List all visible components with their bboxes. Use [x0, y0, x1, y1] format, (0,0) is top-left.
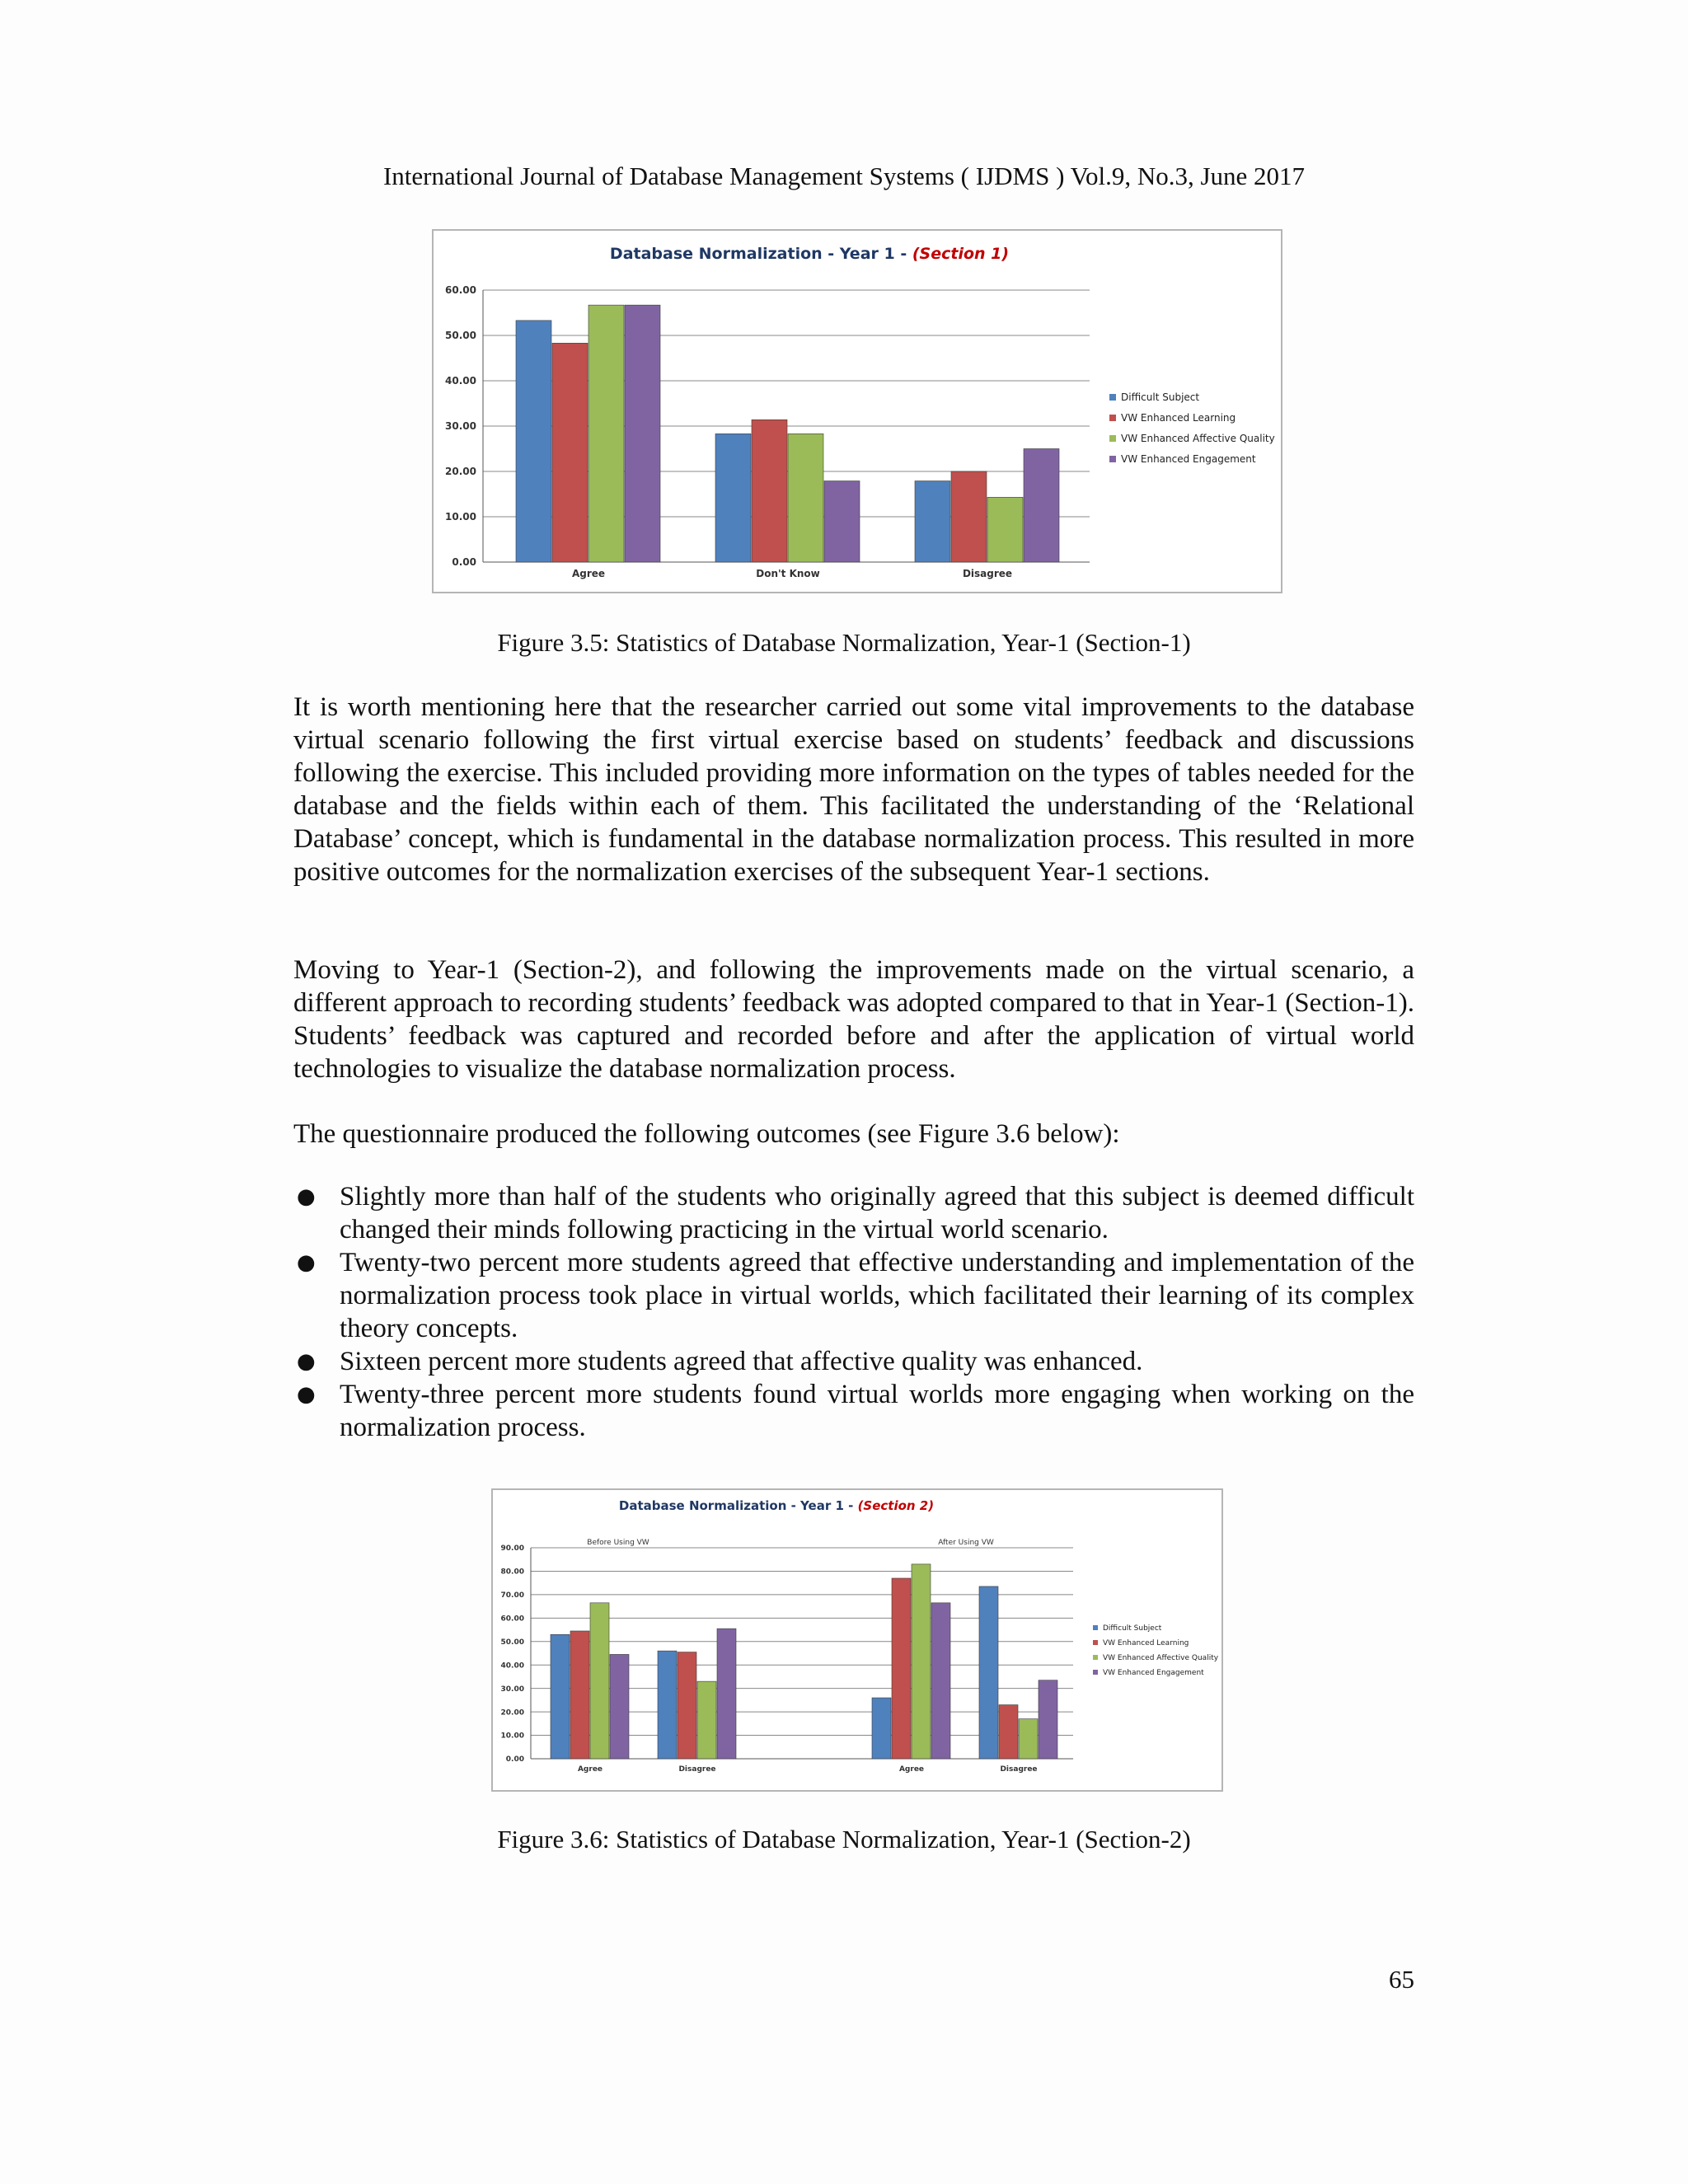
group-label: After Using VW: [938, 1539, 994, 1547]
bar-agree-series-2: [552, 343, 588, 562]
legend-swatch: [1109, 415, 1116, 421]
paragraph-2: Moving to Year-1 (Section-2), and following the improvements made on the virtual scenario, a different approach to recording students’ feedback was adopted compared to that in Year-1 (Section-1). Students’ feedback was captured and recorded before and after the application of virtual world technologies to visualize the database normalization process.: [293, 955, 1414, 1084]
bar-disagree-series-2: [999, 1705, 1018, 1759]
bar-agree-series-4: [931, 1603, 950, 1759]
legend-label: VW Enhanced Learning: [1121, 412, 1236, 424]
legend-swatch: [1109, 456, 1116, 462]
bar-agree-series-3: [912, 1564, 931, 1759]
bar-disagree-series-3: [1019, 1719, 1038, 1759]
bar-disagree-series-3: [987, 497, 1023, 562]
figure-3-5-chart: [432, 229, 1282, 593]
y-tick-label: 40.00: [500, 1661, 524, 1671]
y-tick-label: 90.00: [500, 1544, 524, 1554]
bar-disagree-series-4: [717, 1629, 736, 1759]
bar-agree-series-2: [892, 1578, 911, 1759]
bar-don-t-know-series-3: [788, 434, 823, 562]
list-item-text: Twenty-two percent more students agreed that effective understanding and implementation of the normalization process took place in virtual worlds, which facilitated their learning of its complex theory concepts.: [340, 1248, 1414, 1343]
x-tick-label: Agree: [898, 1765, 925, 1774]
outcomes-list: [293, 1180, 1414, 1444]
chart-svg-section-2: [493, 1490, 1221, 1790]
bar-disagree-series-2: [951, 471, 987, 562]
legend-label: VW Enhanced Engagement: [1103, 1669, 1204, 1677]
bar-disagree-series-4: [1039, 1680, 1057, 1759]
bar-disagree-series-3: [697, 1681, 716, 1759]
bar-agree-series-3: [590, 1603, 609, 1759]
legend-swatch: [1093, 1655, 1098, 1660]
y-tick-label: 50.00: [445, 330, 476, 342]
paragraph-3: The questionnaire produced the following outcomes (see Figure 3.6 below):: [293, 1119, 1120, 1149]
bullet-icon: ●: [297, 1382, 316, 1407]
x-tick-label: Agree: [571, 568, 606, 579]
list-item-text: Twenty-three percent more students found virtual worlds more engaging when working on the normalization process.: [340, 1380, 1414, 1442]
list-item-text: Sixteen percent more students agreed that affective quality was enhanced.: [340, 1347, 1143, 1376]
bar-agree-series-3: [588, 305, 624, 562]
x-tick-label: Disagree: [678, 1765, 716, 1774]
page-number: 65: [1389, 1965, 1414, 1994]
y-tick-label: 20.00: [500, 1708, 524, 1718]
y-tick-label: 60.00: [500, 1615, 524, 1624]
journal-header: International Journal of Database Management Systems ( IJDMS ) Vol.9, No.3, June 2017: [382, 162, 1306, 190]
chart-svg-section-1: [434, 231, 1281, 592]
y-tick-label: 10.00: [500, 1732, 524, 1741]
legend-label: Difficult Subject: [1103, 1624, 1162, 1633]
bullet-icon: ●: [297, 1349, 316, 1374]
bullet-icon: ●: [297, 1184, 316, 1209]
y-tick-label: 10.00: [445, 511, 476, 523]
chart-title: Database Normalization - Year 1 - (Section 1): [609, 245, 1010, 263]
bar-agree-series-1: [872, 1698, 891, 1759]
list-item: [293, 1180, 1414, 1246]
y-tick-label: 50.00: [500, 1638, 524, 1647]
bar-agree-series-2: [570, 1631, 589, 1759]
x-tick-label: Don't Know: [756, 568, 820, 579]
y-tick-label: 30.00: [445, 420, 476, 433]
legend-swatch: [1093, 1625, 1098, 1630]
bar-disagree-series-1: [979, 1586, 998, 1759]
y-tick-label: 30.00: [500, 1685, 524, 1694]
x-tick-label: Disagree: [1000, 1765, 1038, 1774]
bar-agree-series-4: [610, 1654, 629, 1759]
bar-don-t-know-series-2: [752, 419, 787, 562]
legend-swatch: [1093, 1670, 1098, 1675]
legend-label: VW Enhanced Affective Quality: [1121, 433, 1275, 444]
legend-label: VW Enhanced Engagement: [1121, 453, 1256, 465]
chart-title: Database Normalization - Year 1 - (Section 2): [618, 1498, 935, 1513]
list-item: [293, 1345, 1414, 1378]
list-item-text: Slightly more than half of the students who originally agreed that this subject is deemed difficult changed their minds following practicing in the virtual world scenario.: [340, 1182, 1414, 1244]
paragraph-1: It is worth mentioning here that the researcher carried out some vital improvements to the database virtual scenario following the first virtual exercise based on students’ feedback and discussions following the exercise. This included providing more information on the types of tables needed for the database and the fields within each of them. This facilitated the understanding of the ‘Relational Database’ concept, which is fundamental in the database normalization process. This resulted in more positive outcomes for the normalization exercises of the subsequent Year-1 sections.: [293, 692, 1414, 887]
figure-3-5-caption: Figure 3.5: Statistics of Database Normalization, Year-1 (Section-1): [497, 628, 1191, 657]
bar-disagree-series-2: [678, 1652, 696, 1759]
group-label: Before Using VW: [587, 1539, 649, 1547]
bullet-icon: ●: [297, 1250, 316, 1275]
bar-don-t-know-series-1: [715, 434, 751, 562]
legend-swatch: [1109, 435, 1116, 442]
y-tick-label: 0.00: [505, 1755, 524, 1765]
list-item: [293, 1378, 1414, 1444]
bar-agree-series-4: [625, 305, 660, 562]
x-tick-label: Agree: [577, 1765, 603, 1774]
legend-swatch: [1093, 1640, 1098, 1645]
figure-3-6-caption: Figure 3.6: Statistics of Database Normalization, Year-1 (Section-2): [497, 1825, 1191, 1854]
y-tick-label: 70.00: [500, 1591, 524, 1601]
x-tick-label: Disagree: [962, 568, 1013, 579]
legend-label: VW Enhanced Affective Quality: [1103, 1654, 1219, 1662]
list-item: [293, 1246, 1414, 1345]
bar-don-t-know-series-4: [824, 481, 860, 562]
bar-disagree-series-1: [915, 481, 950, 562]
y-tick-label: 0.00: [452, 556, 476, 569]
legend-label: VW Enhanced Learning: [1103, 1639, 1189, 1647]
bar-agree-series-1: [551, 1634, 570, 1759]
y-tick-label: 40.00: [445, 375, 476, 387]
legend-swatch: [1109, 394, 1116, 401]
y-tick-label: 60.00: [445, 284, 476, 297]
legend-label: Difficult Subject: [1121, 391, 1200, 403]
figure-3-6-chart: [491, 1488, 1223, 1792]
y-tick-label: 20.00: [445, 466, 476, 478]
bar-disagree-series-1: [658, 1651, 677, 1759]
y-tick-label: 80.00: [500, 1568, 524, 1577]
bar-disagree-series-4: [1024, 449, 1059, 563]
bar-agree-series-1: [516, 321, 551, 562]
